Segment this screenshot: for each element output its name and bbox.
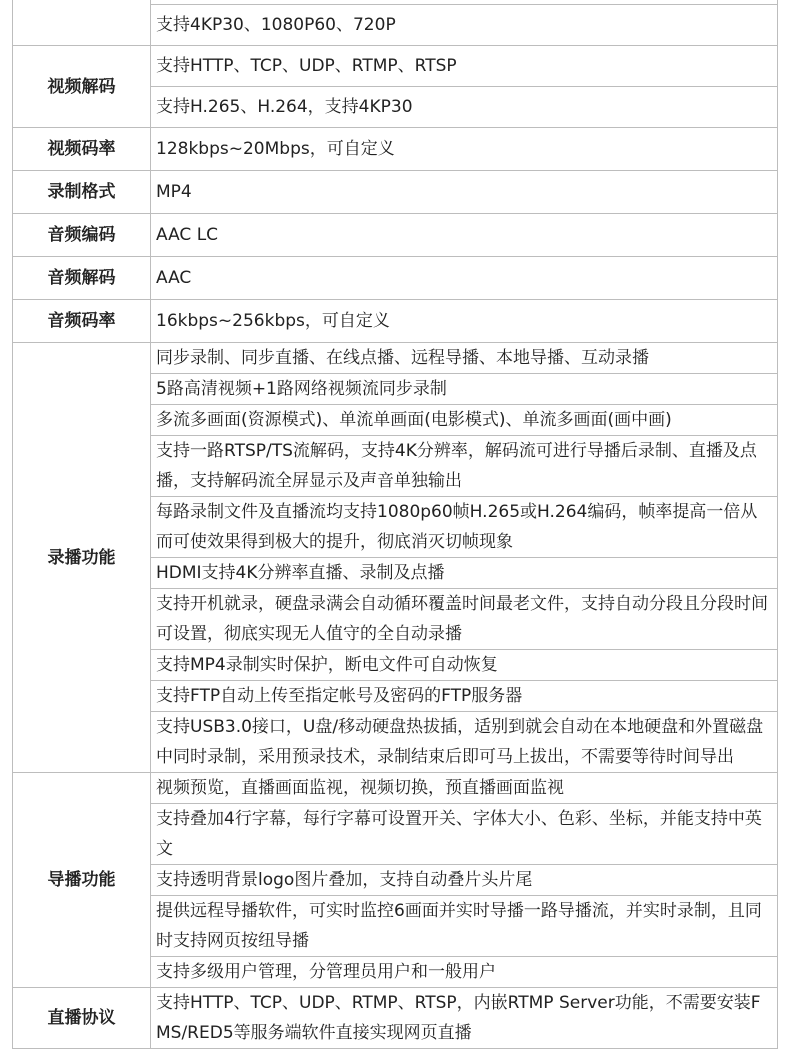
row-label-record-format: 录制格式 [13, 171, 151, 214]
row-label-video-decode: 视频解码 [13, 46, 151, 128]
row-value: 支持FTP自动上传至指定帐号及密码的FTP服务器 [151, 681, 778, 712]
row-value: 每路录制文件及直播流均支持1080p60帧H.265或H.264编码，帧率提高一倍从而可使效果得到极大的提升，彻底消灭切帧现象 [151, 497, 778, 558]
row-label-recording-functions: 录播功能 [13, 343, 151, 773]
table-row [13, 988, 778, 1049]
table-row [13, 343, 778, 374]
row-label [13, 0, 151, 46]
row-value: 128kbps~20Mbps，可自定义 [151, 128, 778, 171]
row-value: 支持4KP30、1080P60、720P [151, 5, 778, 46]
row-value: 支持USB3.0接口，U盘/移动硬盘热拔插，适别到就会自动在本地硬盘和外置磁盘中同时录制，采用预录技术，录制结束后即可马上拔出，不需要等待时间导出 [151, 712, 778, 773]
row-value: 多流多画面(资源模式)、单流单画面(电影模式)、单流多画面(画中画) [151, 405, 778, 436]
row-value: 支持开机就录，硬盘录满会自动循环覆盖时间最老文件，支持自动分段且分段时间可设置，彻底实现无人值守的全自动录播 [151, 589, 778, 650]
row-value: 支持HTTP、TCP、UDP、RTMP、RTSP，内嵌RTMP Server功能，不需要安装FMS/RED5等服务端软件直接实现网页直播 [151, 988, 778, 1049]
row-label-streaming-protocol: 直播协议 [13, 988, 151, 1049]
row-value: 提供远程导播软件，可实时监控6画面并实时导播一路导播流，并实时录制，且同时支持网页按纽导播 [151, 896, 778, 957]
row-value: MP4 [151, 171, 778, 214]
row-label-audio-encode: 音频编码 [13, 214, 151, 257]
row-value: 支持透明背景logo图片叠加，支持自动叠片头片尾 [151, 865, 778, 896]
row-label-video-bitrate: 视频码率 [13, 128, 151, 171]
spec-table [12, 0, 778, 1049]
table-row [13, 214, 778, 257]
row-value: 同步录制、同步直播、在线点播、远程导播、本地导播、互动录播 [151, 343, 778, 374]
table-row [13, 773, 778, 804]
table-row [13, 171, 778, 214]
row-value: 16kbps~256kbps，可自定义 [151, 300, 778, 343]
table-row [13, 46, 778, 87]
row-label-audio-bitrate: 音频码率 [13, 300, 151, 343]
row-value: 5路高清视频+1路网络视频流同步录制 [151, 374, 778, 405]
row-value: 支持多级用户管理，分管理员用户和一般用户 [151, 957, 778, 988]
row-label-audio-decode: 音频解码 [13, 257, 151, 300]
row-value: 视频预览，直播画面监视，视频切换，预直播画面监视 [151, 773, 778, 804]
row-value: 支持MP4录制实时保护，断电文件可自动恢复 [151, 650, 778, 681]
row-value: HDMI支持4K分辨率直播、录制及点播 [151, 558, 778, 589]
row-value: 支持H.265、H.264，支持4KP30 [151, 87, 778, 128]
row-value: AAC [151, 257, 778, 300]
row-label-directing-functions: 导播功能 [13, 773, 151, 988]
row-value: AAC LC [151, 214, 778, 257]
table-row [13, 257, 778, 300]
table-row [13, 128, 778, 171]
table-row [13, 300, 778, 343]
row-value: 支持叠加4行字幕，每行字幕可设置开关、字体大小、色彩、坐标，并能支持中英文 [151, 804, 778, 865]
row-value: 支持一路RTSP/TS流解码，支持4K分辨率，解码流可进行导播后录制、直播及点播，支持解码流全屏显示及声音单独输出 [151, 436, 778, 497]
row-value: 支持HTTP、TCP、UDP、RTMP、RTSP [151, 46, 778, 87]
